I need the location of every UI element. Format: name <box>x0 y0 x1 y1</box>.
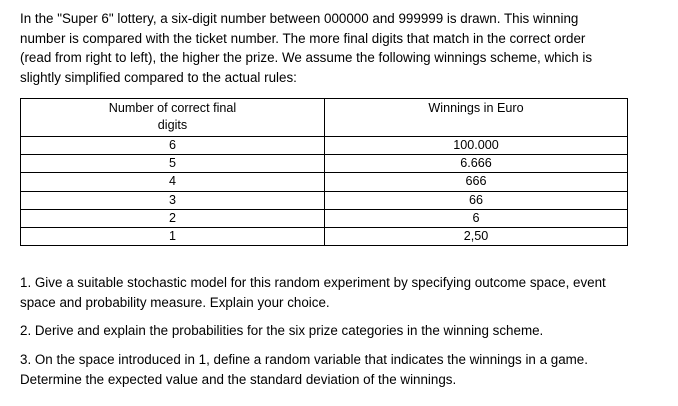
question-line: 1. Give a suitable stochastic model for this random experiment by specifying outcome space, event <box>20 275 606 290</box>
intro-line: number is compared with the ticket number. The more final digits that match in the correct order <box>20 30 586 46</box>
intro-line: slightly simplified compared to the actual rules: <box>20 69 297 85</box>
table-header-row <box>21 99 628 137</box>
cell-correct-digits: 1 <box>21 227 325 245</box>
winnings-table <box>20 98 628 246</box>
cell-winnings: 6 <box>325 209 628 227</box>
question-3 <box>20 350 660 389</box>
table-row <box>21 227 628 245</box>
header-correct-digits-line: Number of correct final <box>108 101 237 115</box>
intro-line: (read from right to left), the higher the prize. We assume the following winnings scheme, which is <box>20 50 593 66</box>
table-row <box>21 191 628 209</box>
cell-correct-digits: 2 <box>21 209 325 227</box>
table-row <box>21 137 628 155</box>
question-2 <box>20 321 660 341</box>
cell-winnings: 100.000 <box>325 137 628 155</box>
table-row <box>21 173 628 191</box>
header-correct-digits <box>21 99 325 137</box>
cell-correct-digits: 5 <box>21 155 325 173</box>
intro-paragraph <box>20 9 650 87</box>
question-line: Determine the expected value and the standard deviation of the winnings. <box>20 371 457 387</box>
question-line: 2. Derive and explain the probabilities for the six prize categories in the winning scheme. <box>20 323 544 338</box>
table-row <box>21 209 628 227</box>
intro-line: In the "Super 6" lottery, a six-digit number between 000000 and 999999 is drawn. This winning <box>20 11 579 26</box>
cell-correct-digits: 4 <box>21 173 325 191</box>
question-line: space and probability measure. Explain your choice. <box>20 294 330 310</box>
cell-correct-digits: 6 <box>21 137 325 155</box>
cell-winnings: 666 <box>325 173 628 191</box>
question-line: 3. On the space introduced in 1, define a random variable that indicates the winnings in a game. <box>20 352 588 367</box>
header-correct-digits-line: digits <box>157 117 188 132</box>
cell-correct-digits: 3 <box>21 191 325 209</box>
header-winnings: Winnings in Euro <box>325 99 628 137</box>
table-row <box>21 155 628 173</box>
cell-winnings: 2,50 <box>325 227 628 245</box>
cell-winnings: 6.666 <box>325 155 628 173</box>
cell-winnings: 66 <box>325 191 628 209</box>
question-1 <box>20 273 660 312</box>
